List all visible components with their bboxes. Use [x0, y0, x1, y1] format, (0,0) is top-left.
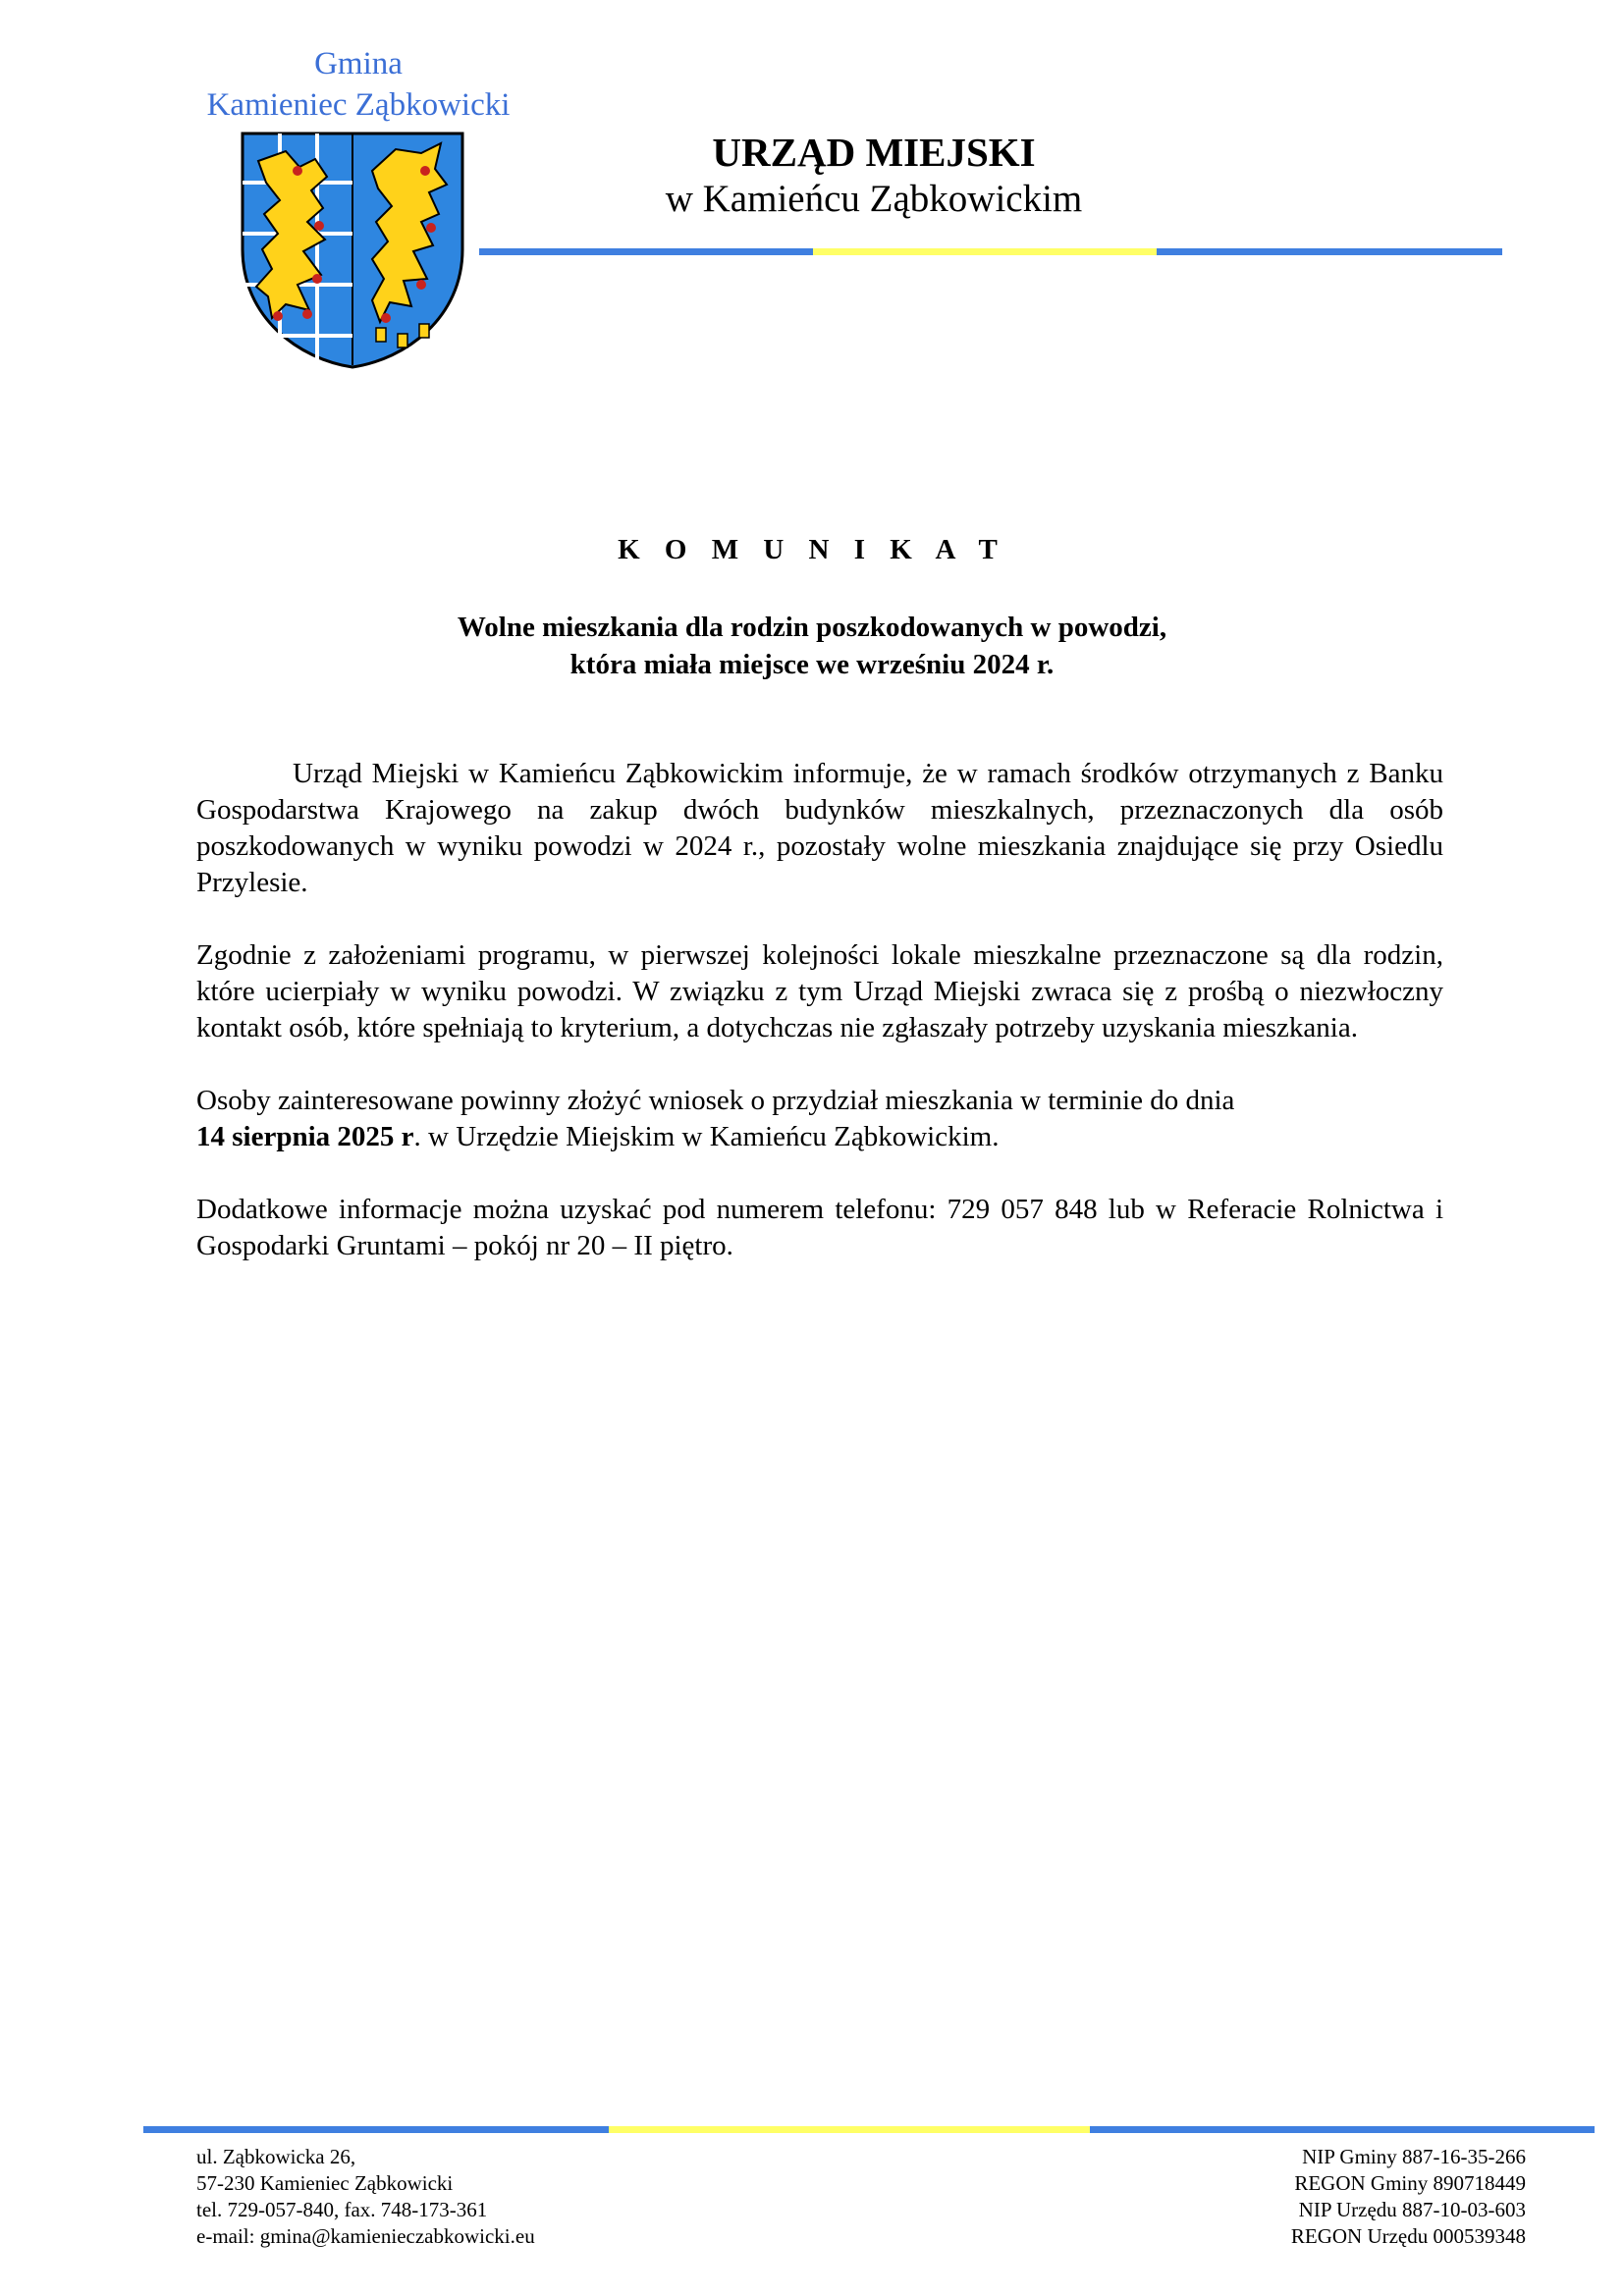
office-header: [589, 128, 1159, 222]
notice-heading: K O M U N I K A T: [618, 534, 1006, 565]
footer-registry: [1291, 2144, 1526, 2250]
footer-nip-gmina: NIP Gminy 887-16-35-266: [1302, 2145, 1526, 2168]
footer-nip-urzad: NIP Urzędu 887-10-03-603: [1298, 2198, 1526, 2221]
footer-stripe-yellow: [609, 2126, 1090, 2133]
footer-regon-gmina: REGON Gminy 890718449: [1294, 2171, 1526, 2195]
paragraph-3-end: . w Urzędzie Miejskim w Kamieńcu Ząbkowickim.: [413, 1121, 1000, 1152]
paragraph-4: Dodatkowe informacje można uzyskać pod numerem telefonu: 729 057 848 lub w Referacie Rolnictwa i Gospodarki Gruntami – pokój nr 20 – II piętro.: [196, 1194, 1443, 1261]
paragraph-2: Zgodnie z założeniami programu, w pierwszej kolejności lokale mieszkalne przeznaczone są dla rodzin, które ucierpiały w wyniku powodzi. W związku z tym Urząd Miejski zwraca się z prośbą o niezwłoczny kontakt osób, które spełniają to kryterium, a dotychczas nie zgłaszały potrzeby uzyskania mieszkania.: [196, 939, 1443, 1043]
deadline-date: 14 sierpnia 2025 r: [196, 1121, 414, 1152]
footer-address: [196, 2144, 535, 2250]
coat-of-arms-logo: [239, 132, 466, 369]
office-title: URZĄD MIEJSKI: [712, 130, 1036, 175]
footer-email: e-mail: gmina@kamienieczabkowicki.eu: [196, 2224, 535, 2248]
notice-subject: [196, 609, 1428, 683]
footer-street: ul. Ząbkowicka 26,: [196, 2145, 356, 2168]
footer-regon-urzad: REGON Urzędu 000539348: [1290, 2224, 1526, 2248]
footer-city: 57-230 Kamieniec Ząbkowicki: [196, 2171, 454, 2195]
paragraph-3: [196, 1083, 1443, 1155]
footer-stripe-blue-right: [1090, 2126, 1595, 2133]
paragraph-1: Urząd Miejski w Kamieńcu Ząbkowickim informuje, że w ramach środków otrzymanych z Banku Gospodarstwa Krajowego na zakup dwóch budynków mieszkalnych, przeznaczonych dla osób poszkodowanych w wyniku powodzi w 2024 r., pozostały wolne mieszkania znajdujące się przy Osiedlu Przylesie.: [196, 758, 1443, 898]
municipality-line1: Gmina: [314, 46, 403, 81]
subject-line1: Wolne mieszkania dla rodzin poszkodowanych w powodzi,: [457, 612, 1167, 643]
header-stripe-blue-left: [479, 248, 813, 255]
header-stripe-blue-right: [1157, 248, 1502, 255]
municipality-name: [177, 43, 540, 126]
notice-body: [196, 756, 1443, 1301]
footer-phone: tel. 729-057-840, fax. 748-173-361: [196, 2198, 488, 2221]
municipality-line2: Kamieniec Ząbkowicki: [206, 87, 511, 123]
office-subtitle: w Kamieńcu Ząbkowickim: [665, 178, 1083, 220]
paragraph-3-start: Osoby zainteresowane powinny złożyć wniosek o przydział mieszkania w terminie do dnia: [196, 1085, 1235, 1116]
subject-line2: która miała miejsce we wrześniu 2024 r.: [569, 649, 1055, 680]
header-stripe-yellow: [813, 248, 1157, 255]
footer-stripe-blue-left: [143, 2126, 609, 2133]
